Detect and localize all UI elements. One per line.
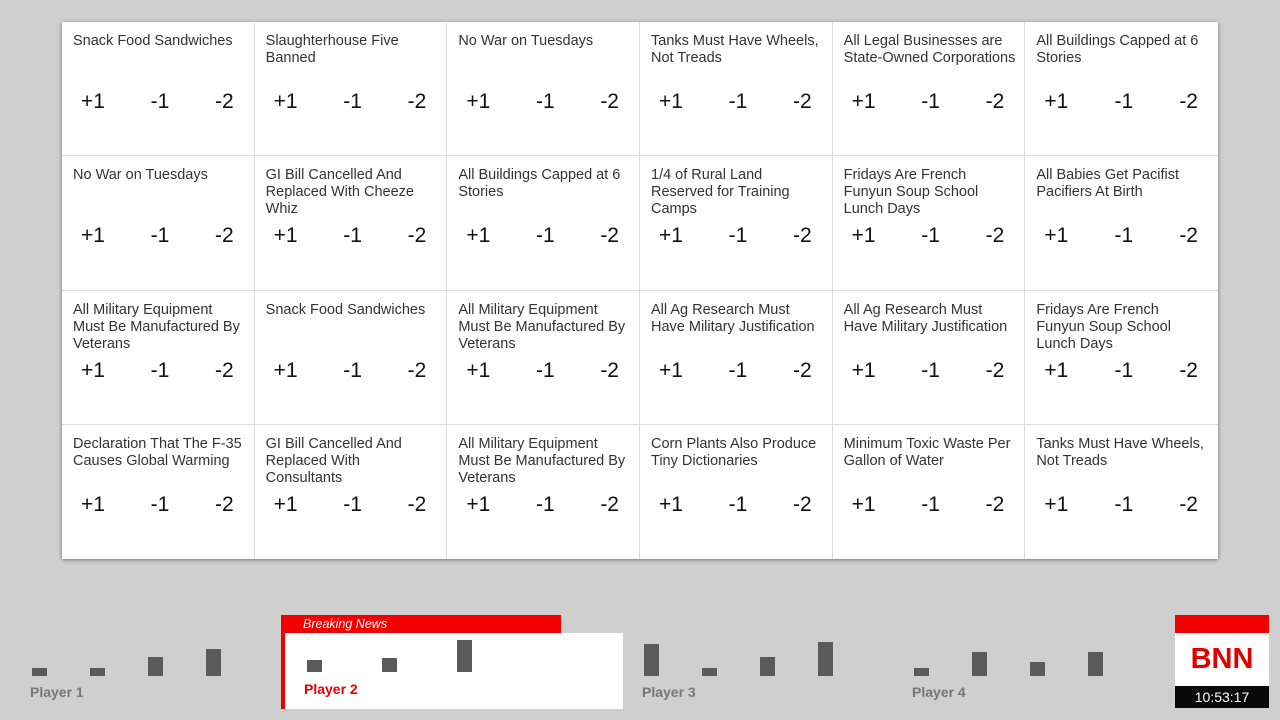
vote-plus-one-button[interactable]: +1: [659, 358, 683, 382]
vote-options: [274, 90, 427, 114]
vote-minus-one-button[interactable]: -1: [1114, 492, 1134, 516]
policy-card[interactable]: [447, 425, 640, 559]
vote-minus-two-button[interactable]: -2: [214, 224, 234, 248]
player-name: Player 3: [642, 684, 696, 700]
vote-plus-one-button[interactable]: +1: [1044, 90, 1069, 113]
vote-minus-two-button[interactable]: -2: [600, 224, 619, 248]
vote-minus-one-button[interactable]: -1: [728, 358, 748, 382]
stat-bar: [90, 668, 105, 676]
vote-minus-one-button[interactable]: -1: [343, 224, 362, 248]
stat-bar: [644, 644, 659, 676]
policy-title: 1/4 of Rural Land Reserved for Training Camps: [651, 167, 790, 218]
policy-card[interactable]: [1025, 291, 1218, 425]
vote-plus-one-button[interactable]: +1: [273, 358, 298, 382]
game-clock: 10:53:17: [1175, 686, 1269, 708]
policy-card[interactable]: [640, 291, 833, 425]
vote-minus-one-button[interactable]: -1: [1114, 358, 1134, 382]
stat-bar: [972, 652, 987, 676]
vote-options: [274, 359, 427, 383]
vote-minus-two-button[interactable]: -2: [407, 90, 427, 113]
policy-card[interactable]: [255, 425, 448, 559]
policy-card[interactable]: [833, 156, 1026, 290]
player-stat-bars: [914, 620, 1154, 676]
policy-title: Slaughterhouse Five Banned: [265, 33, 399, 66]
policy-title: All Military Equipment Must Be Manufactured By Veterans: [458, 301, 626, 352]
policy-title: Corn Plants Also Produce Tiny Dictionaries: [651, 435, 817, 469]
vote-options: [1044, 90, 1198, 114]
vote-minus-one-button[interactable]: -1: [1114, 224, 1134, 248]
policy-title: No War on Tuesdays: [73, 167, 208, 184]
vote-options: [1044, 493, 1198, 517]
policy-card[interactable]: [62, 22, 255, 156]
policy-card[interactable]: [640, 156, 833, 290]
policy-title: All Legal Businesses are State-Owned Corporations: [843, 33, 1016, 66]
vote-minus-one-button[interactable]: -1: [921, 492, 940, 516]
vote-minus-one-button[interactable]: -1: [921, 224, 940, 248]
policy-card[interactable]: [62, 156, 255, 290]
policy-title: All Ag Research Must Have Military Justification: [843, 301, 1008, 335]
vote-minus-one-button[interactable]: -1: [728, 492, 748, 516]
policy-card[interactable]: [1025, 156, 1218, 290]
vote-minus-one-button[interactable]: -1: [535, 492, 555, 516]
vote-options: [466, 493, 619, 517]
policy-card[interactable]: [62, 291, 255, 425]
policy-board: [62, 22, 1218, 559]
vote-plus-one-button[interactable]: +1: [659, 90, 683, 113]
policy-title: All Military Equipment Must Be Manufactured By Veterans: [73, 301, 240, 352]
active-player-card: [281, 633, 623, 709]
vote-plus-one-button[interactable]: +1: [81, 224, 105, 248]
policy-title: Minimum Toxic Waste Per Gallon of Water: [843, 435, 1011, 469]
vote-plus-one-button[interactable]: +1: [659, 492, 683, 516]
policy-card[interactable]: [255, 291, 448, 425]
vote-options: [852, 224, 1005, 248]
vote-minus-two-button[interactable]: -2: [792, 358, 812, 382]
policy-card[interactable]: [1025, 425, 1218, 559]
vote-plus-one-button[interactable]: +1: [1044, 358, 1069, 382]
vote-plus-one-button[interactable]: +1: [466, 90, 491, 113]
vote-minus-two-button[interactable]: -2: [792, 492, 812, 516]
vote-minus-two-button[interactable]: -2: [407, 492, 427, 516]
policy-title: Declaration That The F-35 Causes Global Warming: [73, 435, 242, 469]
policy-title: Tanks Must Have Wheels, Not Treads: [651, 33, 819, 66]
stat-bar: [148, 657, 163, 676]
vote-minus-two-button[interactable]: -2: [214, 358, 234, 382]
vote-minus-one-button[interactable]: -1: [150, 224, 170, 248]
vote-minus-one-button[interactable]: -1: [535, 224, 555, 248]
player-stat-bars: [32, 620, 272, 676]
player-4-panel: [912, 620, 1132, 710]
vote-minus-two-button[interactable]: -2: [214, 492, 234, 516]
vote-minus-one-button[interactable]: -1: [535, 358, 555, 382]
stat-bar: [307, 660, 322, 672]
vote-minus-two-button[interactable]: -2: [214, 90, 234, 113]
policy-card[interactable]: [62, 425, 255, 559]
vote-minus-two-button[interactable]: -2: [1179, 358, 1198, 382]
policy-card[interactable]: [255, 22, 448, 156]
vote-plus-one-button[interactable]: +1: [466, 492, 491, 516]
policy-card[interactable]: [1025, 22, 1218, 156]
stat-bar: [760, 657, 775, 676]
vote-options: [659, 359, 812, 383]
vote-minus-two-button[interactable]: -2: [600, 492, 619, 516]
vote-options: [659, 224, 812, 248]
vote-plus-one-button[interactable]: +1: [466, 224, 491, 248]
policy-card[interactable]: [833, 425, 1026, 559]
vote-minus-one-button[interactable]: -1: [728, 90, 748, 113]
vote-minus-one-button[interactable]: -1: [728, 224, 748, 248]
vote-plus-one-button[interactable]: +1: [1044, 492, 1069, 516]
vote-plus-one-button[interactable]: +1: [81, 90, 105, 113]
stat-bar: [206, 649, 221, 676]
stat-bar: [818, 642, 833, 676]
policy-card[interactable]: [833, 291, 1026, 425]
vote-minus-two-button[interactable]: -2: [600, 358, 619, 382]
vote-plus-one-button[interactable]: +1: [273, 492, 298, 516]
policy-card[interactable]: [833, 22, 1026, 156]
vote-options: [81, 359, 234, 383]
policy-title: All Buildings Capped at 6 Stories: [1036, 33, 1199, 66]
stat-bar: [1088, 652, 1103, 676]
vote-plus-one-button[interactable]: +1: [81, 492, 105, 516]
policy-title: All Ag Research Must Have Military Justification: [651, 301, 815, 335]
policy-title: All Babies Get Pacifist Pacifiers At Birth: [1036, 167, 1179, 201]
policy-card[interactable]: [447, 291, 640, 425]
policy-title: No War on Tuesdays: [458, 33, 594, 49]
vote-options: [274, 493, 427, 517]
vote-minus-two-button[interactable]: -2: [985, 224, 1005, 248]
policy-title: Snack Food Sandwiches: [73, 33, 233, 49]
vote-minus-two-button[interactable]: -2: [985, 90, 1005, 113]
stat-bar: [457, 640, 472, 672]
vote-minus-one-button[interactable]: -1: [343, 358, 362, 382]
vote-minus-one-button[interactable]: -1: [535, 90, 555, 113]
vote-minus-one-button[interactable]: -1: [1114, 90, 1134, 113]
policy-card[interactable]: [640, 425, 833, 559]
player-name: Player 4: [912, 684, 966, 700]
policy-title: Fridays Are French Funyun Soup School Lunch Days: [843, 167, 979, 218]
player-name: Player 1: [30, 684, 84, 700]
vote-minus-two-button[interactable]: -2: [407, 358, 427, 382]
policy-card[interactable]: [447, 22, 640, 156]
vote-options: [1044, 224, 1198, 248]
breaking-news-banner: Breaking News: [281, 615, 561, 633]
policy-card[interactable]: [640, 22, 833, 156]
vote-plus-one-button[interactable]: +1: [81, 358, 105, 382]
vote-minus-one-button[interactable]: -1: [150, 90, 170, 113]
player-stat-bars: [644, 620, 884, 676]
vote-minus-one-button[interactable]: -1: [150, 492, 170, 516]
vote-options: [659, 493, 812, 517]
policy-card[interactable]: [255, 156, 448, 290]
policy-title: GI Bill Cancelled And Replaced With Cheeze Whiz: [265, 167, 414, 218]
vote-minus-two-button[interactable]: -2: [1179, 224, 1198, 248]
player-name: Player 2: [304, 681, 358, 697]
vote-options: [659, 90, 812, 114]
vote-plus-one-button[interactable]: +1: [273, 224, 298, 248]
player-2-panel: [281, 615, 623, 709]
vote-plus-one-button[interactable]: +1: [659, 224, 683, 248]
vote-options: [81, 90, 234, 114]
vote-minus-one-button[interactable]: -1: [343, 90, 362, 113]
vote-minus-one-button[interactable]: -1: [150, 358, 170, 382]
vote-minus-one-button[interactable]: -1: [343, 492, 362, 516]
policy-title: GI Bill Cancelled And Replaced With Consultants: [265, 435, 402, 486]
vote-plus-one-button[interactable]: +1: [273, 90, 298, 113]
vote-options: [852, 493, 1005, 517]
policy-title: Tanks Must Have Wheels, Not Treads: [1036, 435, 1204, 469]
vote-minus-two-button[interactable]: -2: [1179, 90, 1198, 113]
vote-plus-one-button[interactable]: +1: [466, 358, 491, 382]
vote-minus-two-button[interactable]: -2: [792, 90, 812, 113]
stat-bar: [914, 668, 929, 676]
vote-plus-one-button[interactable]: +1: [1044, 224, 1069, 248]
vote-options: [852, 90, 1005, 114]
vote-plus-one-button[interactable]: +1: [851, 224, 876, 248]
vote-options: [1044, 359, 1198, 383]
stat-bar: [32, 668, 47, 676]
policy-card[interactable]: [447, 156, 640, 290]
vote-options: [274, 224, 427, 248]
player-stat-bars: [307, 633, 547, 672]
vote-options: [81, 224, 234, 248]
player-3-panel: [642, 620, 862, 710]
vote-plus-one-button[interactable]: +1: [851, 90, 876, 113]
vote-minus-two-button[interactable]: -2: [600, 90, 619, 113]
stat-bar: [1030, 662, 1045, 676]
policy-title: All Military Equipment Must Be Manufactured By Veterans: [458, 435, 626, 486]
vote-options: [466, 224, 619, 248]
vote-plus-one-button[interactable]: +1: [851, 358, 876, 382]
vote-options: [466, 359, 619, 383]
vote-options: [852, 359, 1005, 383]
policy-title: Snack Food Sandwiches: [265, 301, 426, 318]
bnn-logo: BNN: [1175, 615, 1269, 686]
vote-minus-two-button[interactable]: -2: [407, 224, 427, 248]
vote-minus-two-button[interactable]: -2: [985, 492, 1005, 516]
stat-bar: [382, 658, 397, 672]
vote-minus-one-button[interactable]: -1: [921, 358, 940, 382]
vote-minus-two-button[interactable]: -2: [1179, 492, 1198, 516]
stat-bar: [702, 668, 717, 676]
vote-options: [81, 493, 234, 517]
policy-title: All Buildings Capped at 6 Stories: [458, 167, 621, 201]
vote-minus-one-button[interactable]: -1: [921, 90, 940, 113]
policy-title: Fridays Are French Funyun Soup School Lunch Days: [1036, 301, 1171, 352]
vote-plus-one-button[interactable]: +1: [851, 492, 876, 516]
vote-minus-two-button[interactable]: -2: [792, 224, 812, 248]
player-1-panel: [30, 620, 250, 710]
vote-minus-two-button[interactable]: -2: [985, 358, 1005, 382]
vote-options: [466, 90, 619, 114]
